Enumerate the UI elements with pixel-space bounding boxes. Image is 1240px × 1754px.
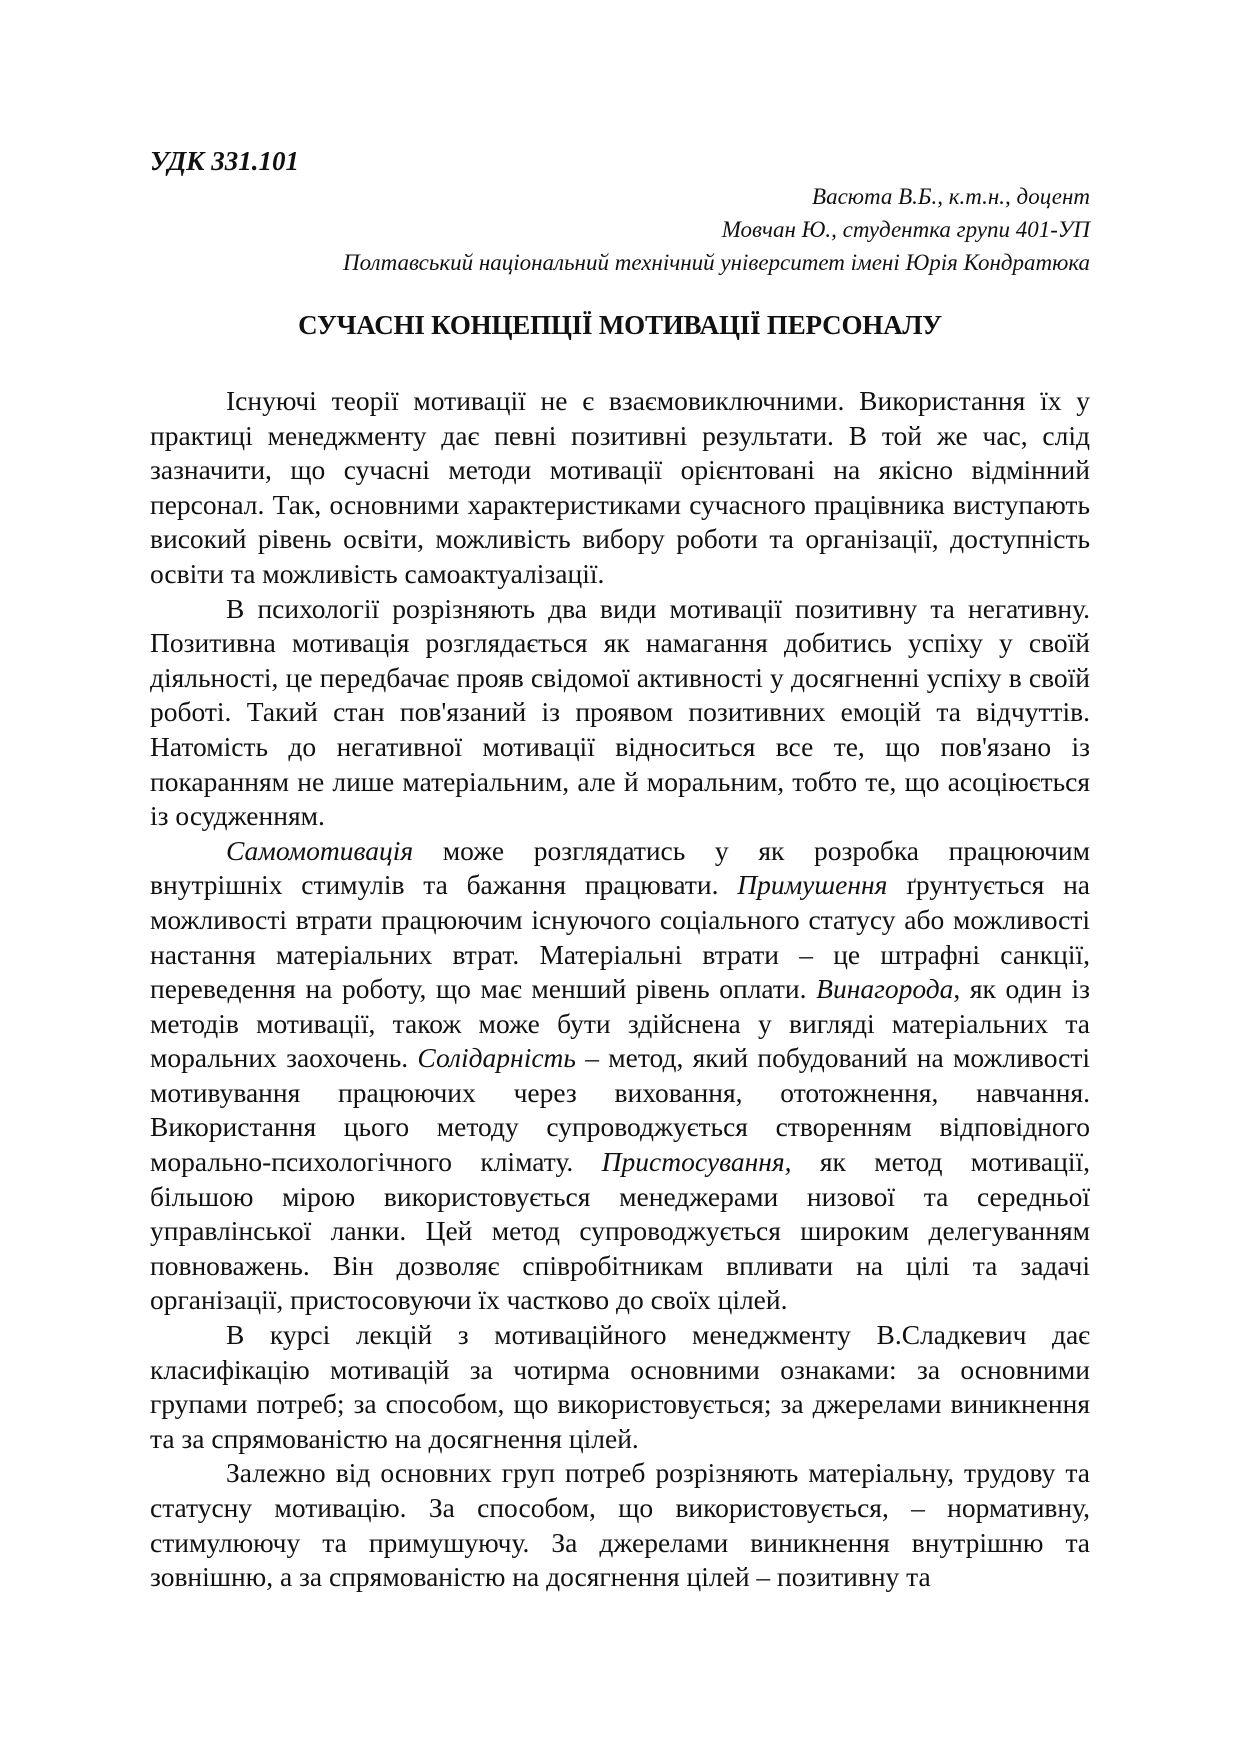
paragraph-3 (150, 834, 1090, 1318)
term-adaptation: Пристосування, (601, 1146, 792, 1178)
article-title: СУЧАСНІ КОНЦЕПЦІЇ МОТИВАЦІЇ ПЕРСОНАЛУ (298, 310, 942, 340)
paragraph-3-text-2: ґрунтується на можливості втрати працюючим існуючого соціального статусу або можливості настання матеріальних втрат. Матеріальні втрати – це штрафні санкції, переведення на роботу, що має менший рівень оплати. (150, 869, 1090, 1005)
author-block (150, 180, 1090, 279)
article-body (150, 384, 1090, 1595)
paragraph-3-text-5: як метод мотивації, більшою мірою використовується менеджерами низової та середньої управлінської ланки. Цей метод супроводжується широким делегуванням повноважень. Він дозволяє співробітникам впливати на цілі та задачі організації, пристосовуючи їх частково до своїх цілей. (150, 1146, 1091, 1316)
term-reward: Винагорода (816, 973, 954, 1005)
paragraph-3-text-4: – метод, який побудований на можливості мотивування працюючих через виховання, ототожнення, навчання. Використання цього методу супроводжується створенням відповідного морально-психологічного клімату. (150, 1042, 1091, 1178)
paragraph-1: Існуючі теорії мотивації не є взаємовиключними. Використання їх у практиці менеджменту дає певні позитивні результати. В той же час, слід зазначити, що сучасні методи мотивації орієнтовані на якісно відмінний персонал. Так, основними характеристиками сучасного працівника виступають високий рівень освіти, можливість вибору роботи та організації, доступність освіти та можливість самоактуалізації. (150, 385, 1090, 589)
paragraph-3-text-1: може розглядатись у як розробка працюючим внутрішніх стимулів та бажання працювати. (150, 834, 1090, 901)
udk-code: УДК 331.101 (150, 146, 299, 176)
paragraph-4: В курсі лекцій з мотиваційного менеджменту В.Сладкевич дає класифікацію мотивацій за чотирма основними ознаками: за основними групами потреб; за способом, що використовується; за джерелами виникнення та за спрямованістю на досягнення цілей. (150, 1319, 1090, 1454)
term-self-motivation: Самомотивація (226, 834, 414, 866)
term-coercion: Примушення (737, 869, 888, 901)
paragraph-5: Залежно від основних груп потреб розрізняють матеріальну, трудову та статусну мотивацію. За способом, що використовується, – нормативну, стимулюючу та примушуючу. За джерелами виникнення внутрішню та зовнішню, а за спрямованістю на досягнення цілей – позитивну та (150, 1457, 1090, 1593)
paragraph-2: В психології розрізняють два види мотивації позитивну та негативну. Позитивна мотивація розглядається як намагання добитись успіху у своїй діяльності, це передбачає прояв свідомої активності у досягненні успіху в своїй роботі. Такий стан пов'язаний із проявом позитивних емоцій та відчуттів. Натомість до негативної мотивації відноситься все те, що пов'язано із покаранням не лише матеріальним, але й моральним, тобто те, що асоціюється із осудженням. (150, 592, 1090, 832)
author-line-1: Васюта В.Б., к.т.н., доцент (812, 184, 1090, 209)
term-solidarity: Солідарність (417, 1042, 576, 1074)
paragraph-3-text-3: , як один із методів мотивації, також може бути здійснена у вигляді матеріальних та моральних заохочень. (150, 973, 1090, 1074)
affiliation-line: Полтавський національний технічний університет імені Юрія Кондратюка (343, 250, 1090, 275)
author-line-2: Мовчан Ю., студентка групи 401-УП (721, 217, 1090, 242)
